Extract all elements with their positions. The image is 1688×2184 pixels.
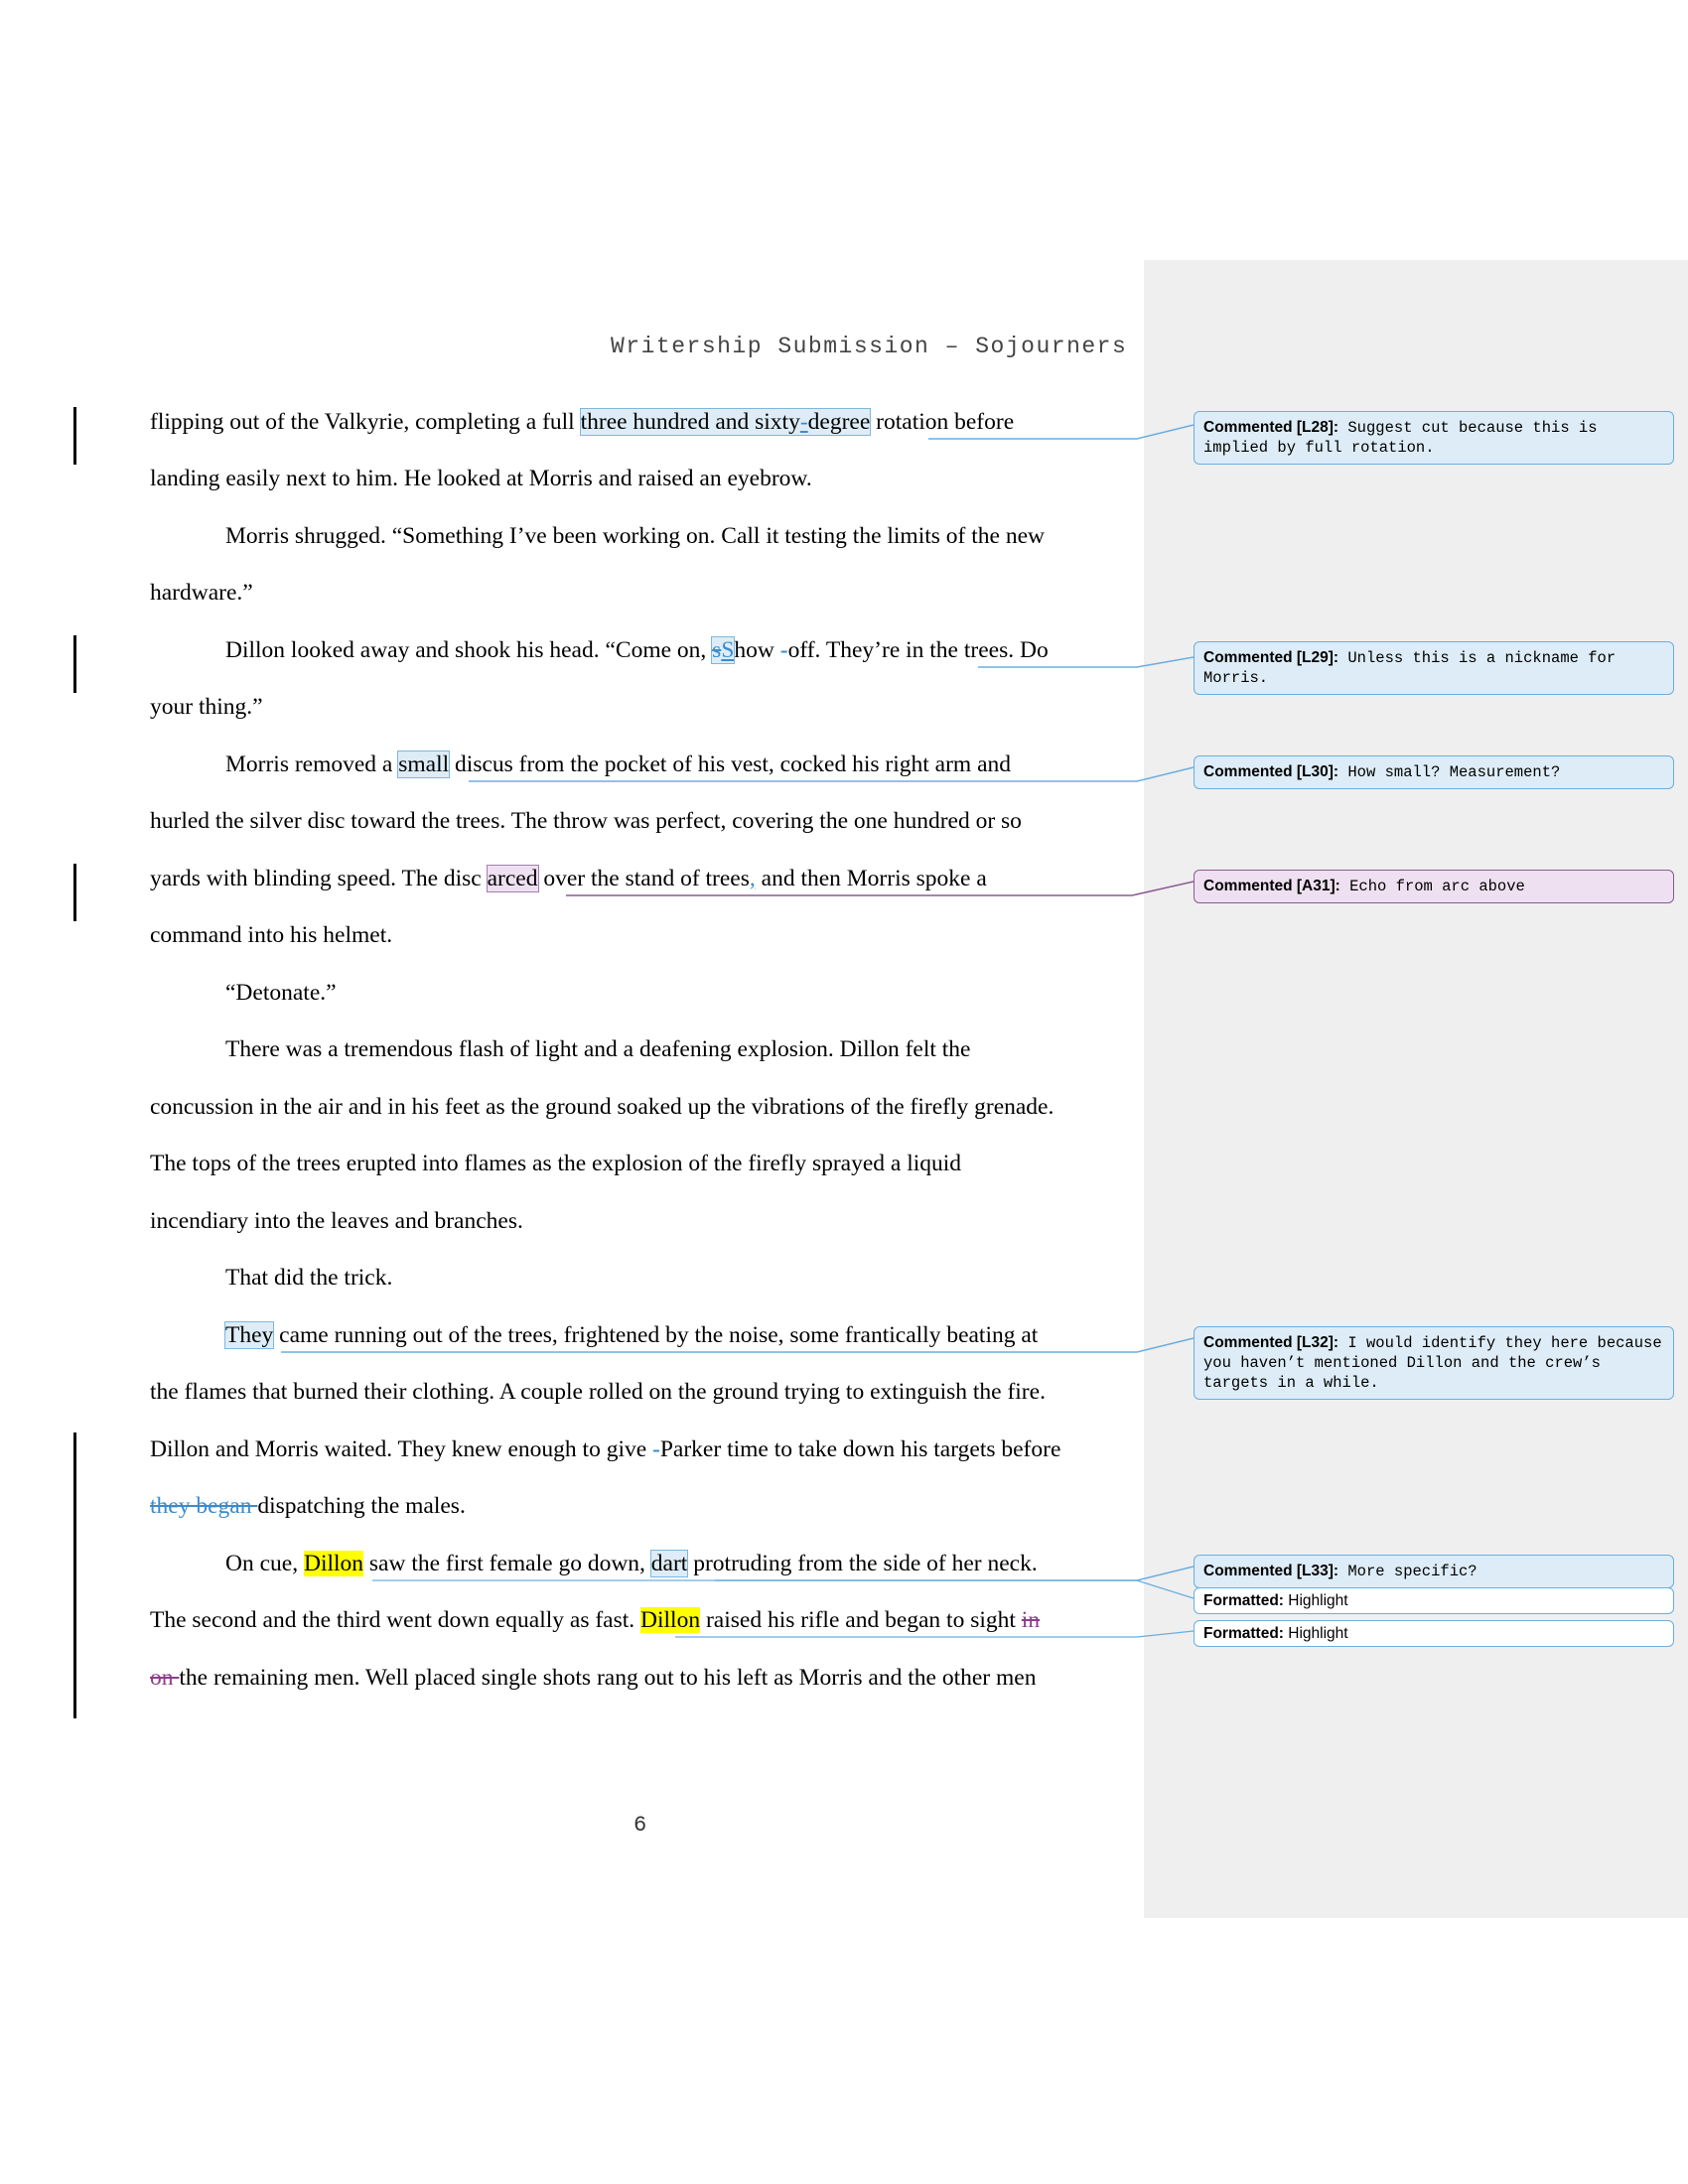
- leader-L33: [715, 1567, 1194, 1580]
- running-head: Writership Submission – Sojourners: [611, 334, 1128, 359]
- comment-anchor-L29[interactable]: sS: [712, 637, 735, 663]
- body-line: Dillon looked away and shook his head. “Come on, sShow -off. They’re in the trees. Do: [225, 637, 1049, 663]
- body-line: Dillon and Morris waited. They knew enough to give -Parker time to take down his targets before: [150, 1436, 1061, 1462]
- format-balloon[interactable]: Formatted: Highlight: [1194, 1587, 1674, 1614]
- deleted-text: on: [150, 1665, 180, 1691]
- format-balloon[interactable]: Formatted: Highlight: [1194, 1620, 1674, 1647]
- body-line: on the remaining men. Well placed single shots rang out to his left as Morris and the other men: [150, 1665, 1037, 1691]
- deleted-text: they began: [150, 1493, 258, 1519]
- highlighted-text: Dillon: [303, 1551, 364, 1576]
- body-line: “Detonate.”: [225, 980, 337, 1006]
- comment-anchor-L32[interactable]: They: [225, 1322, 274, 1348]
- leader-format-1: [372, 1580, 1194, 1598]
- body-line: landing easily next to him. He looked at Morris and raised an eyebrow.: [150, 466, 812, 491]
- body-line: hardware.”: [150, 580, 253, 606]
- comment-anchor-L28[interactable]: three hundred and sixty-degree: [580, 409, 871, 435]
- body-line: the flames that burned their clothing. A couple rolled on the ground trying to extinguish the fire.: [150, 1379, 1046, 1405]
- leader-L32: [281, 1338, 1194, 1352]
- body-line: yards with blinding speed. The disc arced over the stand of trees, and then Morris spoke a: [150, 866, 987, 891]
- comment-anchor-A31[interactable]: arced: [487, 866, 538, 891]
- leader-L28: [928, 425, 1194, 439]
- comment-anchor-L33[interactable]: dart: [650, 1551, 688, 1576]
- comment-balloon-L32[interactable]: Commented [L32]: I would identify they here because you haven’t mentioned Dillon and the crew’s targets in a while.: [1194, 1326, 1674, 1400]
- comment-anchor-L30[interactable]: small: [398, 751, 450, 777]
- body-line: flipping out of the Valkyrie, completing a full three hundred and sixty-degree rotation before: [150, 409, 1015, 435]
- body-line: command into his helmet.: [150, 922, 393, 948]
- body-line: your thing.”: [150, 694, 263, 720]
- page-number: 6: [633, 1813, 647, 1838]
- leader-A31: [566, 882, 1194, 895]
- body-line: There was a tremendous flash of light and a deafening explosion. Dillon felt the: [225, 1036, 971, 1062]
- body-line: Morris removed a small discus from the pocket of his vest, cocked his right arm and: [225, 751, 1011, 777]
- body-line: Morris shrugged. “Something I’ve been working on. Call it testing the limits of the new: [225, 523, 1045, 549]
- body-line: concussion in the air and in his feet as the ground soaked up the vibrations of the firefly grenade.: [150, 1094, 1055, 1120]
- comment-balloon-L29[interactable]: Commented [L29]: Unless this is a nickname for Morris.: [1194, 641, 1674, 695]
- body-line: incendiary into the leaves and branches.: [150, 1208, 523, 1234]
- leader-L29: [978, 657, 1194, 667]
- body-line: They came running out of the trees, frightened by the noise, some frantically beating at: [225, 1322, 1039, 1348]
- comment-balloon-A31[interactable]: Commented [A31]: Echo from arc above: [1194, 870, 1674, 903]
- leader-format-2: [675, 1631, 1194, 1637]
- deleted-text: in: [1021, 1607, 1041, 1633]
- body-line: The tops of the trees erupted into flames as the explosion of the firefly sprayed a liquid: [150, 1151, 962, 1176]
- body-line: hurled the silver disc toward the trees. The throw was perfect, covering the one hundred or so: [150, 808, 1022, 834]
- comment-balloon-L28[interactable]: Commented [L28]: Suggest cut because this is implied by full rotation.: [1194, 411, 1674, 465]
- body-line: That did the trick.: [225, 1265, 393, 1291]
- body-line: On cue, Dillon saw the first female go down, dart protruding from the side of her neck.: [225, 1551, 1038, 1576]
- comment-balloon-L30[interactable]: Commented [L30]: How small? Measurement?: [1194, 755, 1674, 789]
- comment-balloon-L33[interactable]: Commented [L33]: More specific?: [1194, 1555, 1674, 1588]
- body-line: The second and the third went down equally as fast. Dillon raised his rifle and began to sight in: [150, 1607, 1041, 1633]
- highlighted-text: Dillon: [640, 1607, 701, 1633]
- leader-L30: [469, 767, 1194, 781]
- body-line: they began dispatching the males.: [150, 1493, 466, 1519]
